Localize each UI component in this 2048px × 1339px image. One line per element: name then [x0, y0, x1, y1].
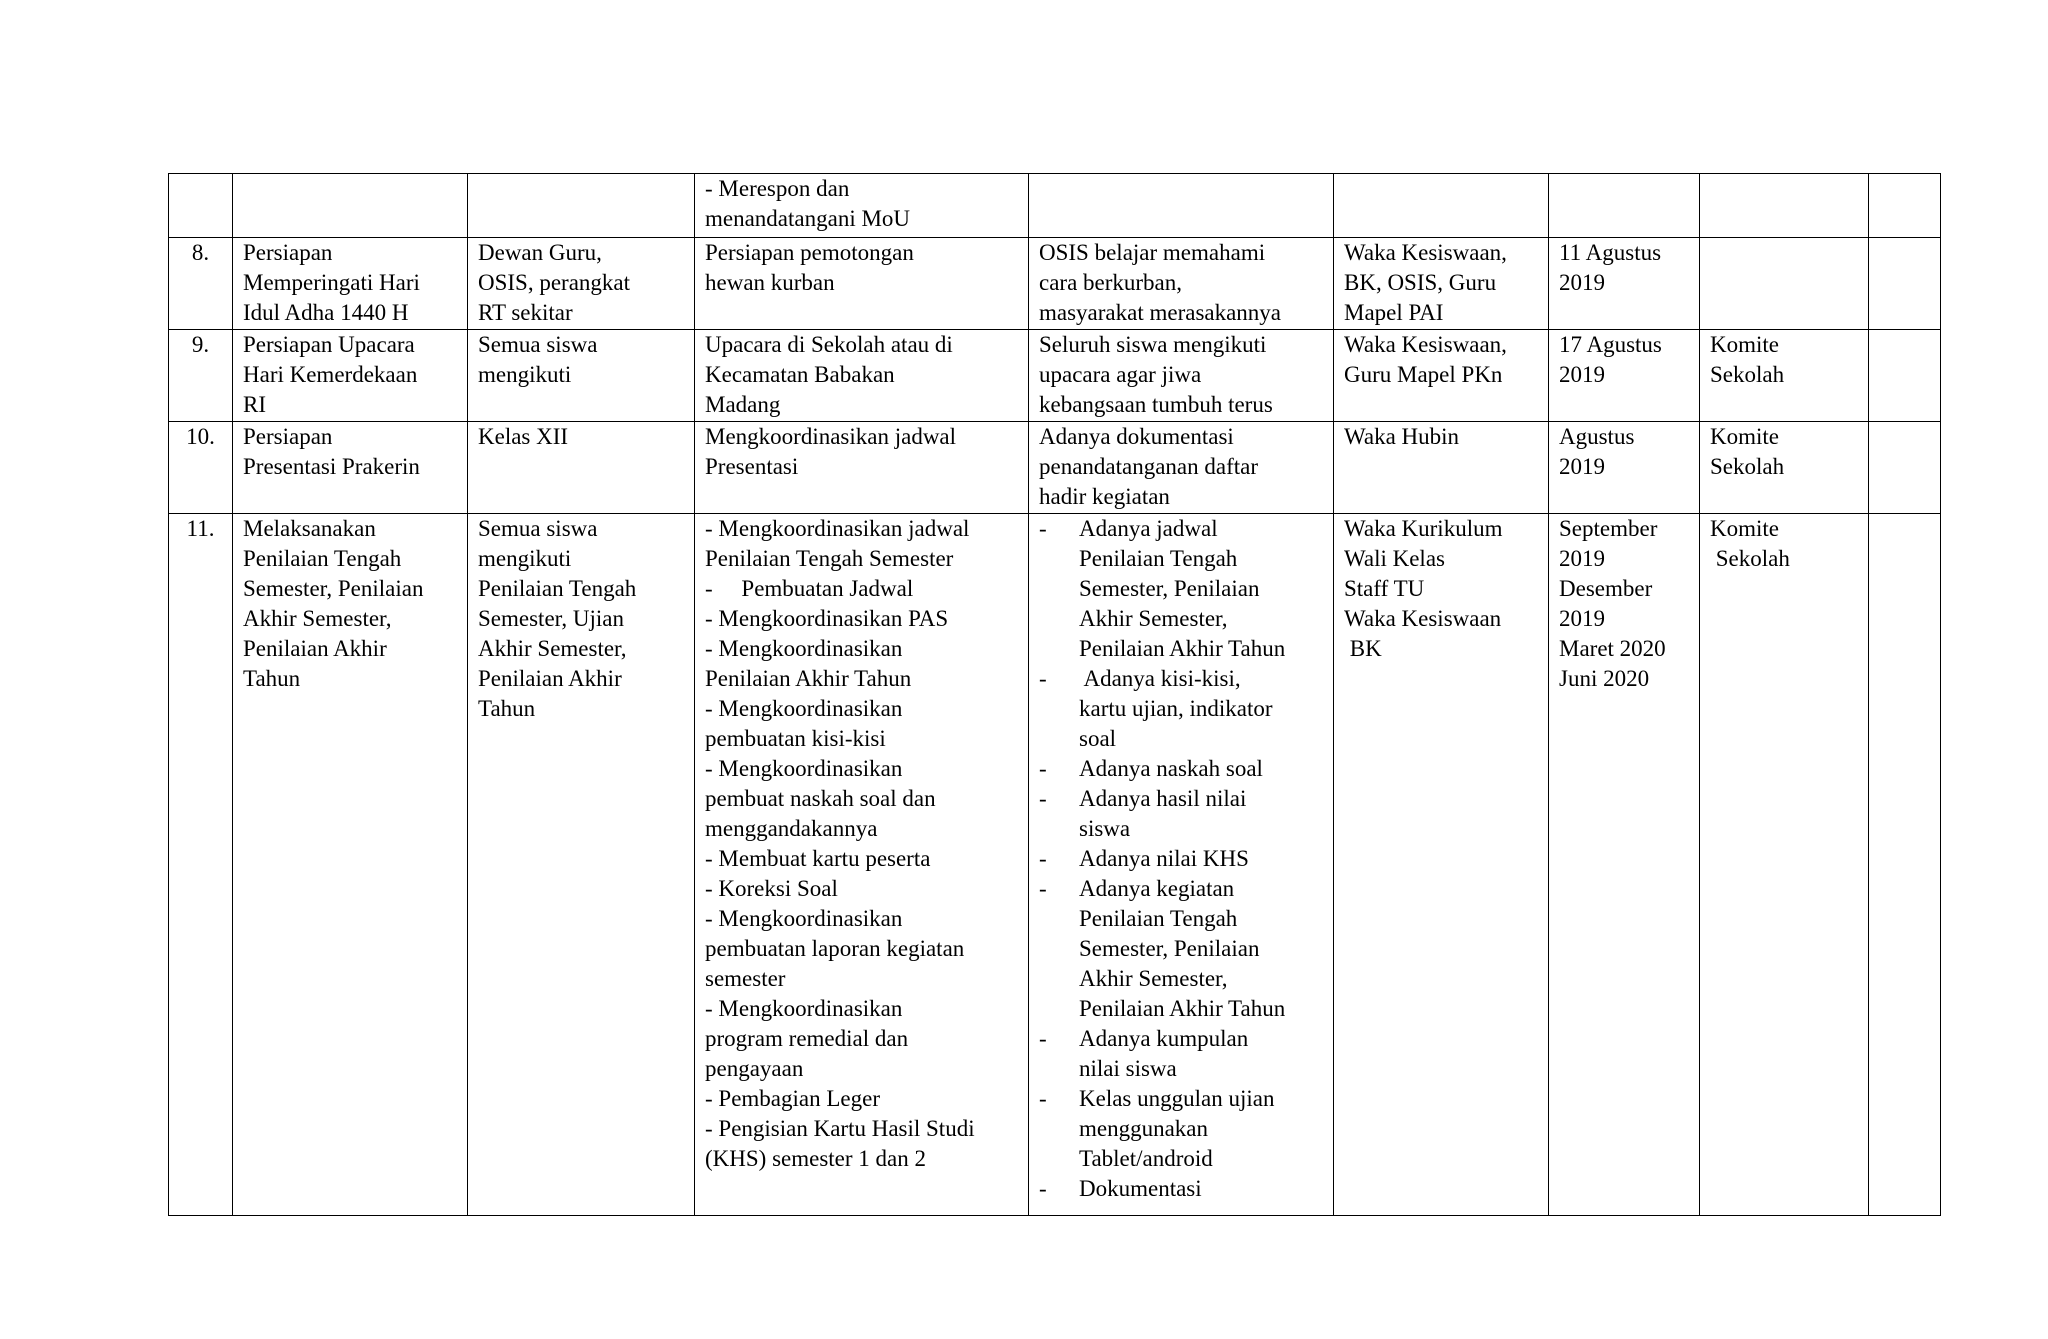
- indicator-line: [1039, 994, 1325, 1024]
- indicator-line: [1039, 784, 1325, 814]
- text-line: Tahun: [478, 696, 536, 721]
- cell-teknis: [695, 174, 1029, 238]
- text-line: menggandakannya: [705, 816, 878, 841]
- indicator-text: kartu ujian, indikator: [1079, 696, 1273, 721]
- indicator-line: [1039, 1054, 1325, 1084]
- table-row: [169, 238, 1941, 330]
- text-line: Penilaian Akhir: [243, 636, 387, 661]
- bullet-dash: [1039, 934, 1079, 964]
- text-line: Komite: [1710, 516, 1779, 541]
- cell-no: [169, 174, 233, 238]
- cell-teknis: [695, 514, 1029, 1216]
- indicator-text: Adanya kumpulan: [1079, 1026, 1249, 1051]
- indicator-text: Penilaian Tengah: [1079, 546, 1238, 571]
- bullet-dash: [1039, 544, 1079, 574]
- text-line: BK, OSIS, Guru: [1344, 270, 1497, 295]
- text-line: Juni 2020: [1559, 666, 1650, 691]
- bullet-dash: [1039, 994, 1079, 1024]
- bullet-dash: -: [1039, 1086, 1047, 1111]
- text-line: Penilaian Akhir Tahun: [705, 666, 912, 691]
- bullet-dash: -: [1039, 756, 1047, 781]
- cell-sasaran: [468, 238, 695, 330]
- text-line: Staff TU: [1344, 576, 1425, 601]
- text-line: Kecamatan Babakan: [705, 362, 895, 387]
- text-line: hewan kurban: [705, 270, 835, 295]
- text-line: - Mengkoordinasikan jadwal: [705, 516, 970, 541]
- cell-pj: [1334, 174, 1549, 238]
- text-line: Semester, Penilaian: [243, 576, 424, 601]
- indicator-text: siswa: [1079, 816, 1131, 841]
- text-line: Sekolah: [1710, 362, 1785, 387]
- text-line: Sekolah: [1710, 546, 1790, 571]
- indicator-line: [1039, 934, 1325, 964]
- bullet-dash: [1039, 964, 1079, 994]
- indicator-line: [1039, 874, 1325, 904]
- text-line: - Mengkoordinasikan PAS: [705, 606, 949, 631]
- cell-indikator: [1029, 330, 1334, 422]
- cell-extra: [1869, 514, 1941, 1216]
- text-line: Dewan Guru,: [478, 240, 602, 265]
- indicator-text: Semester, Penilaian: [1079, 936, 1260, 961]
- text-line: pembuat naskah soal dan: [705, 786, 936, 811]
- cell-extra: [1869, 330, 1941, 422]
- cell-ket: [1700, 514, 1869, 1216]
- indicator-text: Tablet/android: [1079, 1146, 1213, 1171]
- text-line: masyarakat merasakannya: [1039, 300, 1282, 325]
- cell-waktu: [1549, 514, 1700, 1216]
- text-line: 2019: [1559, 546, 1605, 571]
- text-line: 2019: [1559, 606, 1605, 631]
- indicator-text: nilai siswa: [1079, 1056, 1177, 1081]
- indicator-line: [1039, 724, 1325, 754]
- cell-waktu: [1549, 174, 1700, 238]
- indicator-text: Penilaian Tengah: [1079, 906, 1238, 931]
- indicator-text: Penilaian Akhir Tahun: [1079, 636, 1286, 661]
- text-line: Semua siswa: [478, 332, 598, 357]
- text-line: Persiapan: [243, 240, 333, 265]
- indicator-text: Adanya hasil nilai: [1079, 786, 1247, 811]
- text-line: Waka Kesiswaan: [1344, 606, 1502, 631]
- text-line: Idul Adha 1440 H: [243, 300, 409, 325]
- text-line: penandatanganan daftar: [1039, 454, 1259, 479]
- text-line: 11 Agustus: [1559, 240, 1662, 265]
- indicator-line: [1039, 694, 1325, 724]
- cell-pj: [1334, 514, 1549, 1216]
- cell-indikator: [1029, 174, 1334, 238]
- cell-ket: [1700, 238, 1869, 330]
- text-line: mengikuti: [478, 362, 572, 387]
- cell-kegiatan: [233, 514, 468, 1216]
- activity-table: [168, 173, 1941, 1216]
- text-line: program remedial dan: [705, 1026, 909, 1051]
- text-line: semester: [705, 966, 786, 991]
- text-line: Persiapan Upacara: [243, 332, 415, 357]
- table-row: [169, 330, 1941, 422]
- bullet-dash: [1039, 634, 1079, 664]
- indicator-text: Akhir Semester,: [1079, 966, 1228, 991]
- text-line: Melaksanakan: [243, 516, 376, 541]
- text-line: Upacara di Sekolah atau di: [705, 332, 953, 357]
- text-line: Kelas XII: [478, 424, 569, 449]
- cell-kegiatan: [233, 238, 468, 330]
- text-line: RT sekitar: [478, 300, 573, 325]
- text-line: Mengkoordinasikan jadwal: [705, 424, 957, 449]
- indicator-line: [1039, 904, 1325, 934]
- text-line: kebangsaan tumbuh terus: [1039, 392, 1273, 417]
- text-line: - Mengkoordinasikan: [705, 906, 903, 931]
- text-line: 2019: [1559, 454, 1605, 479]
- text-line: Waka Kesiswaan,: [1344, 332, 1507, 357]
- cell-pj: [1334, 238, 1549, 330]
- text-line: 17 Agustus: [1559, 332, 1662, 357]
- text-line: - Merespon dan: [705, 176, 850, 201]
- text-line: Hari Kemerdekaan: [243, 362, 418, 387]
- text-line: Wali Kelas: [1344, 546, 1445, 571]
- indicator-line: [1039, 574, 1325, 604]
- cell-teknis: [695, 330, 1029, 422]
- text-line: Komite: [1710, 424, 1779, 449]
- text-line: Guru Mapel PKn: [1344, 362, 1503, 387]
- cell-kegiatan: [233, 330, 468, 422]
- text-line: Adanya dokumentasi: [1039, 424, 1234, 449]
- cell-teknis: [695, 238, 1029, 330]
- indicator-line: [1039, 634, 1325, 664]
- text-line: OSIS, perangkat: [478, 270, 631, 295]
- text-line: Agustus: [1559, 424, 1635, 449]
- text-line: Memperingati Hari: [243, 270, 420, 295]
- text-line: upacara agar jiwa: [1039, 362, 1202, 387]
- cell-waktu: [1549, 422, 1700, 514]
- cell-extra: [1869, 238, 1941, 330]
- bullet-dash: [1039, 1144, 1079, 1174]
- text-line: - Membuat kartu peserta: [705, 846, 931, 871]
- text-line: Persiapan: [243, 424, 333, 449]
- text-line: Akhir Semester,: [243, 606, 392, 631]
- bullet-dash: -: [1039, 876, 1047, 901]
- bullet-dash: -: [1039, 1176, 1047, 1201]
- bullet-dash: -: [1039, 846, 1047, 871]
- text-line: Mapel PAI: [1344, 300, 1444, 325]
- cell-sasaran: [468, 422, 695, 514]
- bullet-dash: [1039, 1114, 1079, 1144]
- text-line: Semua siswa: [478, 516, 598, 541]
- text-line: pengayaan: [705, 1056, 804, 1081]
- indicator-text: Adanya jadwal: [1079, 516, 1218, 541]
- indicator-line: [1039, 1114, 1325, 1144]
- bullet-dash: [1039, 574, 1079, 604]
- indicator-line: [1039, 1174, 1325, 1204]
- bullet-dash: [1039, 904, 1079, 934]
- cell-no: 11.: [169, 514, 233, 1216]
- text-line: hadir kegiatan: [1039, 484, 1170, 509]
- cell-extra: [1869, 174, 1941, 238]
- bullet-dash: [1039, 1054, 1079, 1084]
- cell-kegiatan: [233, 422, 468, 514]
- text-line: BK: [1344, 636, 1382, 661]
- text-line: Maret 2020: [1559, 636, 1666, 661]
- bullet-dash: [1039, 724, 1079, 754]
- text-line: Komite: [1710, 332, 1779, 357]
- text-line: - Pengisian Kartu Hasil Studi: [705, 1116, 975, 1141]
- text-line: Penilaian Tengah: [478, 576, 637, 601]
- text-line: 2019: [1559, 270, 1605, 295]
- text-line: - Mengkoordinasikan: [705, 696, 903, 721]
- indicator-line: [1039, 514, 1325, 544]
- text-line: - Pembuatan Jadwal: [705, 576, 914, 601]
- text-line: Akhir Semester,: [478, 636, 627, 661]
- text-line: 2019: [1559, 362, 1605, 387]
- indicator-text: Adanya nilai KHS: [1079, 846, 1249, 871]
- cell-waktu: [1549, 330, 1700, 422]
- indicator-text: Akhir Semester,: [1079, 606, 1228, 631]
- text-line: - Koreksi Soal: [705, 876, 838, 901]
- cell-sasaran: [468, 514, 695, 1216]
- text-line: Desember: [1559, 576, 1653, 601]
- bullet-dash: [1039, 604, 1079, 634]
- indicator-text: Adanya kegiatan: [1079, 876, 1235, 901]
- text-line: Madang: [705, 392, 781, 417]
- indicator-text: Adanya kisi-kisi,: [1079, 666, 1241, 691]
- text-line: (KHS) semester 1 dan 2: [705, 1146, 927, 1171]
- indicator-line: [1039, 544, 1325, 574]
- cell-ket: [1700, 174, 1869, 238]
- text-line: Semester, Ujian: [478, 606, 624, 631]
- indicator-line: [1039, 1024, 1325, 1054]
- cell-indikator: [1029, 422, 1334, 514]
- cell-ket: [1700, 422, 1869, 514]
- text-line: - Pembagian Leger: [705, 1086, 880, 1111]
- text-line: pembuatan kisi-kisi: [705, 726, 886, 751]
- indicator-text: Semester, Penilaian: [1079, 576, 1260, 601]
- bullet-dash: [1039, 694, 1079, 724]
- cell-indikator: [1029, 514, 1334, 1216]
- text-line: - Mengkoordinasikan: [705, 756, 903, 781]
- indicator-line: [1039, 1084, 1325, 1114]
- text-line: Penilaian Tengah Semester: [705, 546, 954, 571]
- cell-no: 9.: [169, 330, 233, 422]
- cell-ket: [1700, 330, 1869, 422]
- text-line: Waka Hubin: [1344, 424, 1460, 449]
- cell-waktu: [1549, 238, 1700, 330]
- cell-no: 10.: [169, 422, 233, 514]
- table-row: [169, 174, 1941, 238]
- table-row: [169, 422, 1941, 514]
- text-line: Persiapan pemotongan: [705, 240, 914, 265]
- text-line: Waka Kurikulum: [1344, 516, 1503, 541]
- text-line: RI: [243, 392, 266, 417]
- text-line: September: [1559, 516, 1658, 541]
- text-line: - Mengkoordinasikan: [705, 996, 903, 1021]
- cell-pj: [1334, 330, 1549, 422]
- indicator-text: Adanya naskah soal: [1079, 756, 1263, 781]
- indicator-line: [1039, 664, 1325, 694]
- indicator-text: menggunakan: [1079, 1116, 1209, 1141]
- indicator-line: [1039, 1144, 1325, 1174]
- cell-sasaran: [468, 174, 695, 238]
- indicator-text: Dokumentasi: [1079, 1176, 1202, 1201]
- cell-extra: [1869, 422, 1941, 514]
- indicator-line: [1039, 964, 1325, 994]
- bullet-dash: [1039, 814, 1079, 844]
- text-line: Sekolah: [1710, 454, 1785, 479]
- cell-no: 8.: [169, 238, 233, 330]
- text-line: cara berkurban,: [1039, 270, 1183, 295]
- text-line: mengikuti: [478, 546, 572, 571]
- bullet-dash: -: [1039, 786, 1047, 811]
- cell-teknis: [695, 422, 1029, 514]
- text-line: Waka Kesiswaan,: [1344, 240, 1507, 265]
- bullet-dash: -: [1039, 1026, 1047, 1051]
- cell-sasaran: [468, 330, 695, 422]
- text-line: OSIS belajar memahami: [1039, 240, 1266, 265]
- bullet-dash: -: [1039, 666, 1047, 691]
- table-row: [169, 514, 1941, 1216]
- text-line: Presentasi Prakerin: [243, 454, 420, 479]
- text-line: Penilaian Tengah: [243, 546, 402, 571]
- text-line: pembuatan laporan kegiatan: [705, 936, 965, 961]
- text-line: menandatangani MoU: [705, 206, 911, 231]
- text-line: - Mengkoordinasikan: [705, 636, 903, 661]
- indicator-line: [1039, 604, 1325, 634]
- indicator-line: [1039, 754, 1325, 784]
- indicator-text: Penilaian Akhir Tahun: [1079, 996, 1286, 1021]
- indicator-text: soal: [1079, 726, 1117, 751]
- cell-pj: [1334, 422, 1549, 514]
- text-line: Seluruh siswa mengikuti: [1039, 332, 1267, 357]
- indicator-line: [1039, 814, 1325, 844]
- bullet-dash: -: [1039, 516, 1047, 541]
- cell-indikator: [1029, 238, 1334, 330]
- cell-kegiatan: [233, 174, 468, 238]
- text-line: Penilaian Akhir: [478, 666, 622, 691]
- indicator-line: [1039, 844, 1325, 874]
- indicator-text: Kelas unggulan ujian: [1079, 1086, 1275, 1111]
- text-line: Tahun: [243, 666, 301, 691]
- text-line: Presentasi: [705, 454, 799, 479]
